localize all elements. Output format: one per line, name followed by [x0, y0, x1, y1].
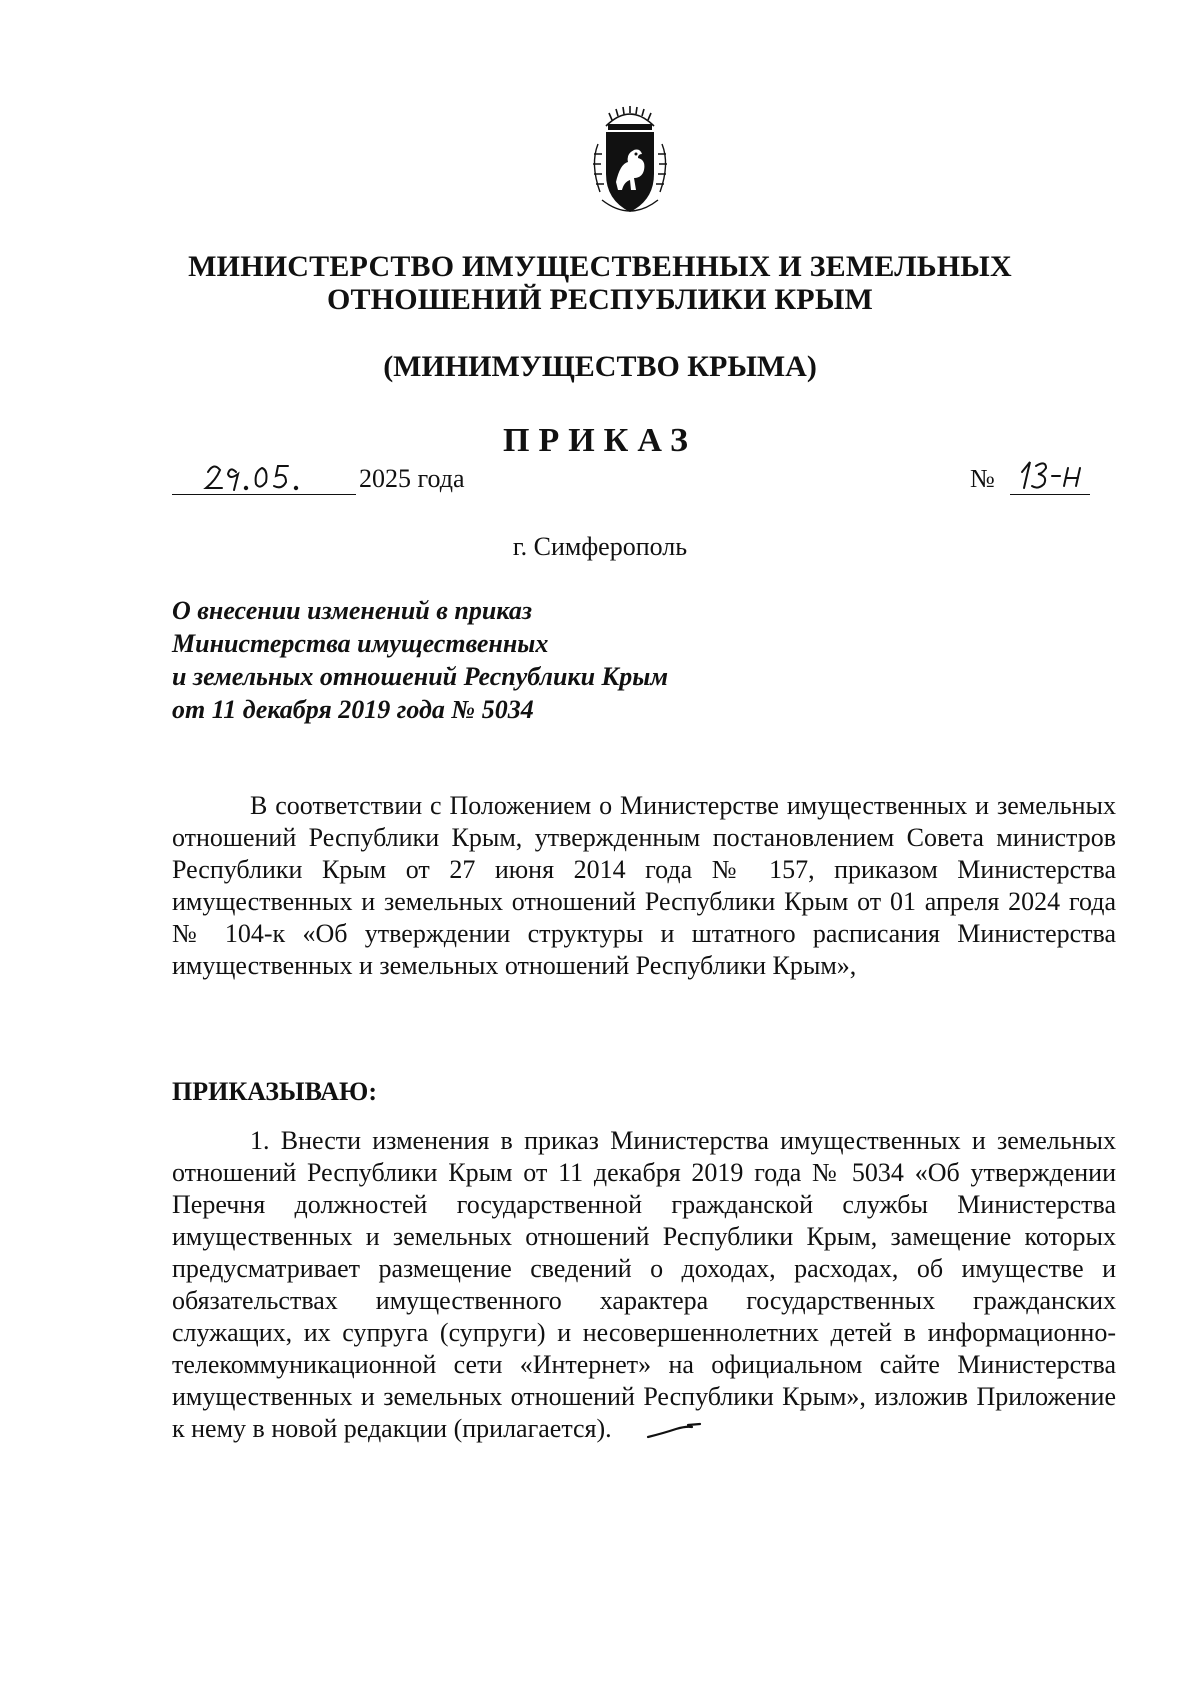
- coat-of-arms-emblem: [576, 104, 684, 220]
- handwritten-date: [202, 458, 322, 494]
- order-year: 2025 года: [359, 464, 465, 493]
- order-subject: [172, 594, 812, 726]
- order-date-line: [172, 458, 512, 498]
- order-item-1: [172, 1125, 1116, 1445]
- handwritten-initial-mark: [646, 1421, 702, 1441]
- preamble-paragraph: В соответствии с Положением о Министерстве имущественных и земельных отношений Республики Крым, утвержденным постановлением Совета министров Республики Крым от 27 июня 2014 года № 157, приказом Министерства имущественных и земельных отношений Республики Крым от 01 апреля 2024 года № 104-к «Об утверждении структуры и штатного расписания Министерства имущественных и земельных отношений Республики Крым»,: [172, 791, 1116, 980]
- number-sign: №: [970, 464, 995, 493]
- ministry-short-name: (МИНИМУЩЕСТВО КРЫМА): [383, 350, 817, 383]
- ministry-name-line-1: МИНИСТЕРСТВО ИМУЩЕСТВЕННЫХ И ЗЕМЕЛЬНЫХ: [188, 250, 1012, 283]
- city-name: г. Симферополь: [512, 532, 688, 561]
- order-item-1-text: 1. Внести изменения в приказ Министерства имущественных и земельных отношений Республики Крым от 11 декабря 2019 года № 5034 «Об утверждении Перечня должностей государственной гражданской службы Министерства имущественных и земельных отношений Республики Крым, замещение которых предусматривает размещение сведений о доходах, расходах, об имуществе и обязательствах имущественного характера государственных гражданских служащих, их супруга (супруги) и несовершеннолетних детей в информационно-телекоммуникационной сети «Интернет» на официальном сайте Министерства имущественных и земельных отношений Республики Крым», изложив Приложение к нему в новой редакции (прилагается).: [172, 1126, 1116, 1443]
- subject-line: и земельных отношений Республики Крым: [172, 662, 669, 691]
- subject-line: О внесении изменений в приказ: [172, 596, 532, 625]
- ministry-name-line-2: ОТНОШЕНИЙ РЕСПУБЛИКИ КРЫМ: [326, 283, 874, 316]
- date-underline: [172, 494, 356, 495]
- document-type-title: ПРИКАЗ: [503, 422, 697, 459]
- number-underline: [1010, 494, 1090, 495]
- order-directive-word: ПРИКАЗЫВАЮ:: [172, 1077, 377, 1106]
- order-number-line: [970, 458, 1100, 498]
- subject-line: от 11 декабря 2019 года № 5034: [172, 695, 534, 724]
- handwritten-order-number: [1014, 456, 1094, 494]
- subject-line: Министерства имущественных: [172, 629, 549, 658]
